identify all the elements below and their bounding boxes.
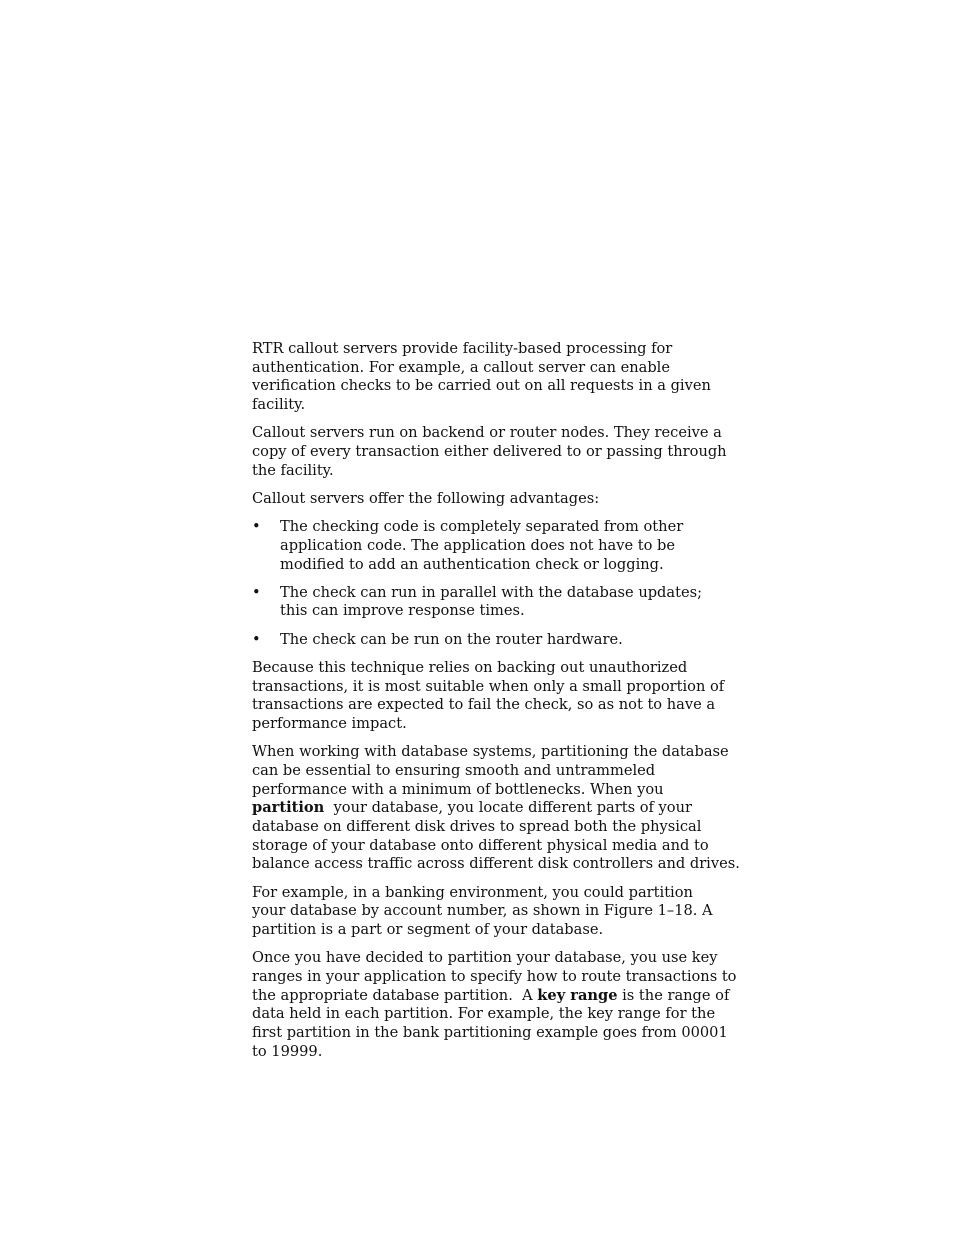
text-line	[252, 799, 732, 818]
list-item	[252, 518, 732, 574]
text-line: For example, in a banking environment, you could partition	[252, 883, 693, 901]
paragraph-callout-intro	[252, 340, 732, 415]
text-line: this can improve response times.	[280, 602, 525, 620]
text-line: When working with database systems, partitioning the database	[252, 743, 729, 761]
list-item	[252, 631, 732, 650]
text-line: modified to add an authentication check or logging.	[280, 555, 664, 573]
paragraph-key-ranges	[252, 949, 737, 1061]
text-line: balance access traffic across different disk controllers and drives.	[252, 855, 740, 873]
text-line: facility.	[252, 396, 306, 414]
text-line: transactions, it is most suitable when only a small proportion of	[252, 677, 725, 695]
paragraph-partitioning	[252, 743, 740, 874]
text-line: application code. The application does not have to be	[280, 536, 675, 554]
paragraph-backing-out	[252, 659, 732, 734]
text-line: performance with a minimum of bottlenecks. When you	[252, 780, 664, 798]
text-line: Once you have decided to partition your database, you use key	[252, 949, 718, 967]
text-line: The checking code is completely separated from other	[280, 518, 684, 536]
term-key-range: key range	[537, 986, 618, 1004]
text-line: Because this technique relies on backing out unauthorized	[252, 658, 688, 676]
text-line: RTR callout servers provide facility-based processing for	[252, 340, 673, 357]
paragraph-banking-example	[252, 884, 732, 940]
text-line: verification checks to be carried out on all requests in a given	[252, 377, 711, 395]
text-line: can be essential to ensuring smooth and untrammeled	[252, 761, 656, 779]
text-line: data held in each partition. For example, the key range for the	[252, 1005, 716, 1023]
text-line: Callout servers offer the following advantages:	[252, 489, 600, 507]
text-line: The check can be run on the router hardware.	[280, 630, 623, 648]
text-line: to 19999.	[252, 1042, 323, 1060]
advantages-list	[252, 518, 732, 649]
text-line: performance impact.	[252, 714, 407, 732]
text-run: the appropriate database partition. A	[252, 986, 538, 1004]
bullet-icon: •	[252, 583, 261, 601]
term-partition: partition	[252, 799, 325, 817]
text-line: copy of every transaction either delivered to or passing through	[252, 443, 727, 461]
text-run: is the range of	[617, 986, 730, 1004]
text-line: first partition in the bank partitioning example goes from 00001	[252, 1024, 728, 1041]
text-line: the facility.	[252, 461, 334, 479]
text-line: transactions are expected to fail the check, so as not to have a	[252, 696, 716, 714]
text-line	[252, 987, 732, 1006]
text-run: your database, you locate different parts of your	[324, 799, 692, 817]
list-item	[252, 584, 732, 621]
bullet-icon: •	[252, 518, 261, 536]
bullet-icon: •	[252, 630, 261, 648]
text-line: storage of your database onto different physical media and to	[252, 836, 709, 854]
text-line: authentication. For example, a callout server can enable	[252, 358, 670, 376]
text-line: Callout servers run on backend or router nodes. They receive a	[252, 424, 722, 442]
text-line: ranges in your application to specify how to route transactions to	[252, 967, 737, 985]
text-line: The check can run in parallel with the database updates;	[280, 583, 703, 601]
document-body	[252, 340, 740, 1071]
text-line: your database by account number, as shown in Figure 1–18. A	[252, 902, 713, 920]
text-line: database on different disk drives to spread both the physical	[252, 817, 702, 835]
paragraph-advantages-lead	[252, 490, 732, 509]
paragraph-callout-nodes	[252, 424, 732, 480]
text-line: partition is a part or segment of your database.	[252, 920, 604, 938]
